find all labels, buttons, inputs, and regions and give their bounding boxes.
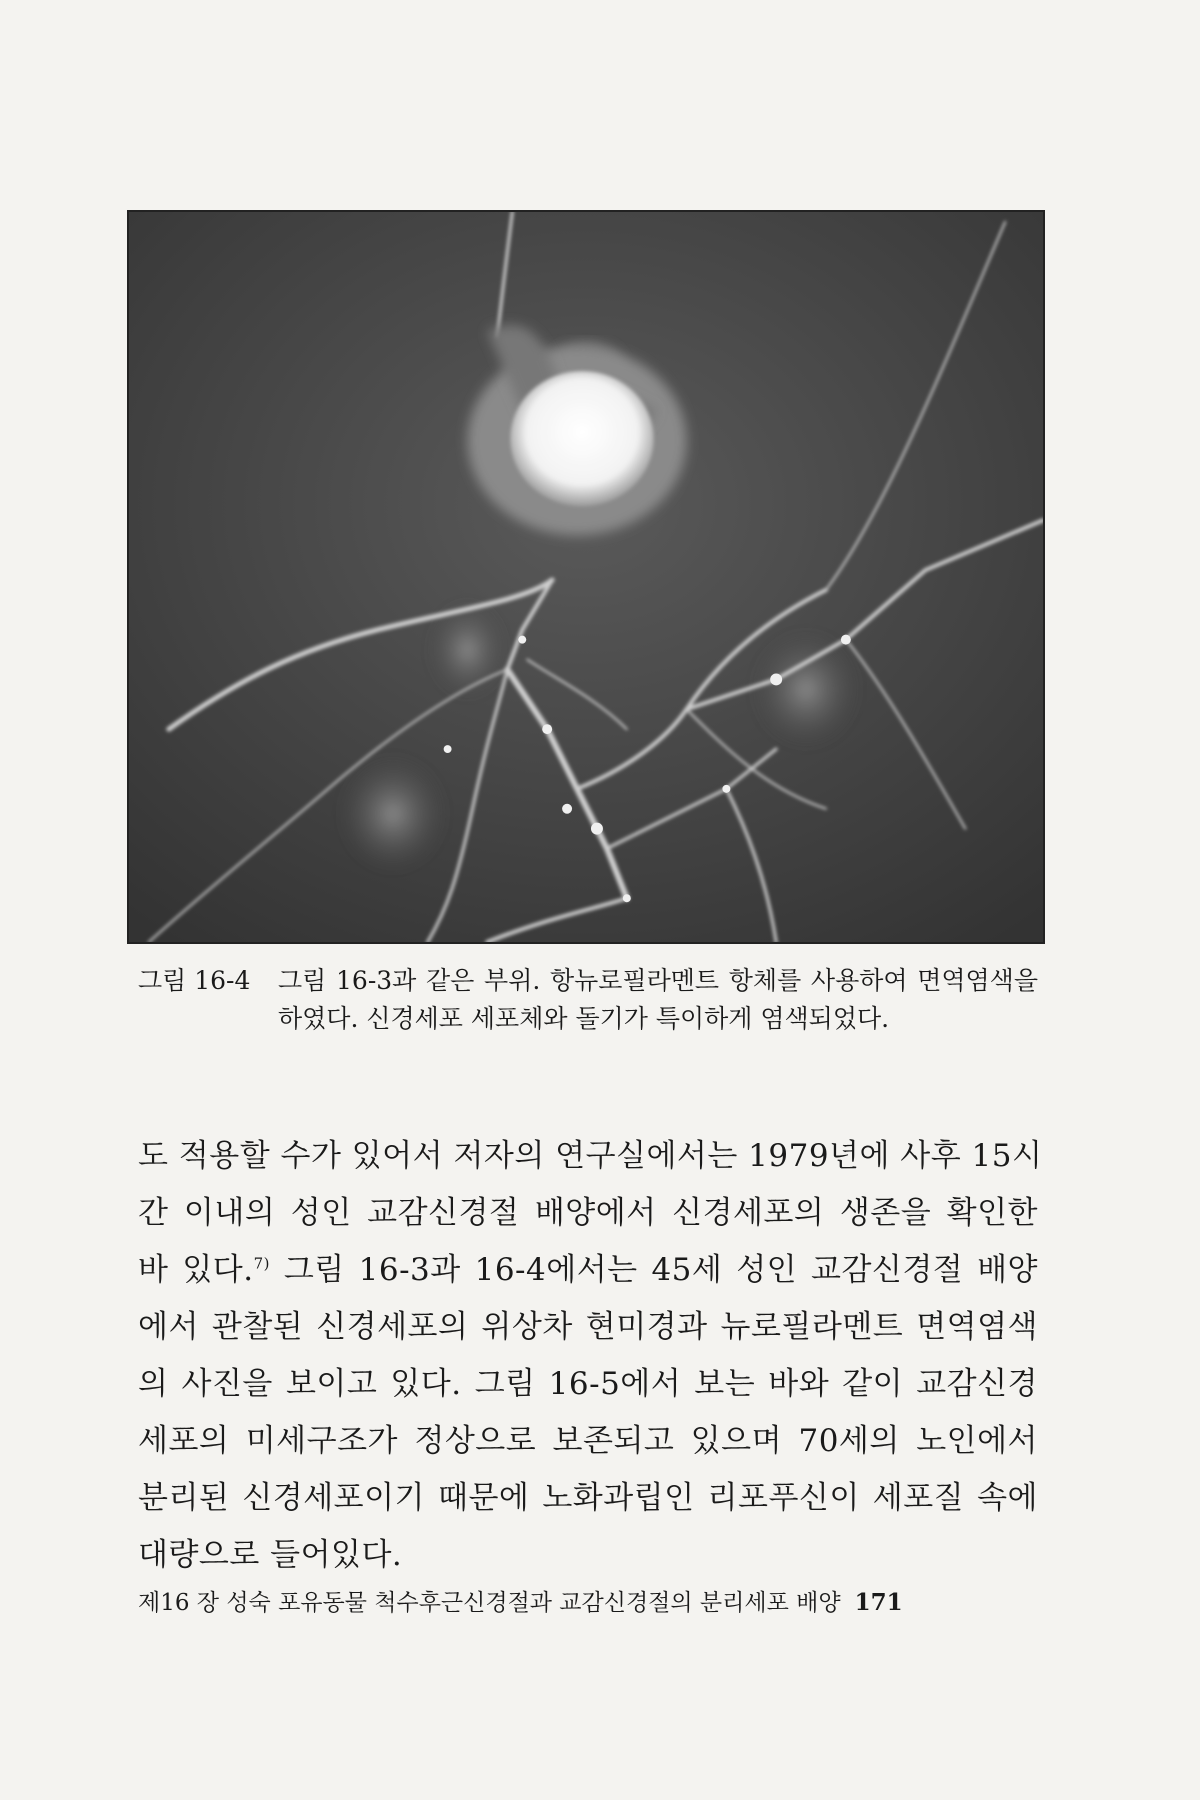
chapter-title: 제16 장 성숙 포유동물 척수후근신경절과 교감신경절의 분리세포 배양: [138, 1590, 841, 1616]
body-line-segment: 바 있다.: [138, 1252, 254, 1288]
footnote-reference: 7): [253, 1254, 270, 1273]
body-line: 간 이내의 성인 교감신경절 배양에서 신경세포의 생존을 확인한: [138, 1195, 1038, 1231]
body-line: 세포의 미세구조가 정상으로 보존되고 있으며 70세의 노인에서: [138, 1423, 1038, 1459]
body-line: 분리된 신경세포이기 때문에 노화과립인 리포푸신이 세포질 속에: [138, 1480, 1038, 1516]
caption-text: 그림 16-3과 같은 부위. 항뉴로필라멘트 항체를 사용하여 면역염색을 하였다. 신경세포 세포체와 돌기가 특이하게 염색되었다.: [278, 966, 1038, 1033]
body-line: [138, 1242, 1038, 1299]
body-line: 대량으로 들어있다.: [138, 1537, 403, 1573]
page-number: 171: [854, 1589, 903, 1616]
neuron-micrograph: [127, 210, 1045, 944]
body-line-segment: 그림 16-3과 16-4에서는 45세 성인 교감신경절 배양: [269, 1252, 1038, 1288]
body-paragraph: [138, 1128, 1043, 1584]
body-line: 에서 관찰된 신경세포의 위상차 현미경과 뉴로필라멘트 면역염색: [138, 1309, 1038, 1345]
micrograph-image: [129, 212, 1043, 942]
page-footer: [138, 1586, 1038, 1620]
caption-label: 그림 16-4: [138, 966, 251, 995]
body-line: 의 사진을 보이고 있다. 그림 16-5에서 보는 바와 같이 교감신경: [138, 1366, 1038, 1402]
body-line: 도 적용할 수가 있어서 저자의 연구실에서는 1979년에 사후 15시: [138, 1138, 1043, 1174]
